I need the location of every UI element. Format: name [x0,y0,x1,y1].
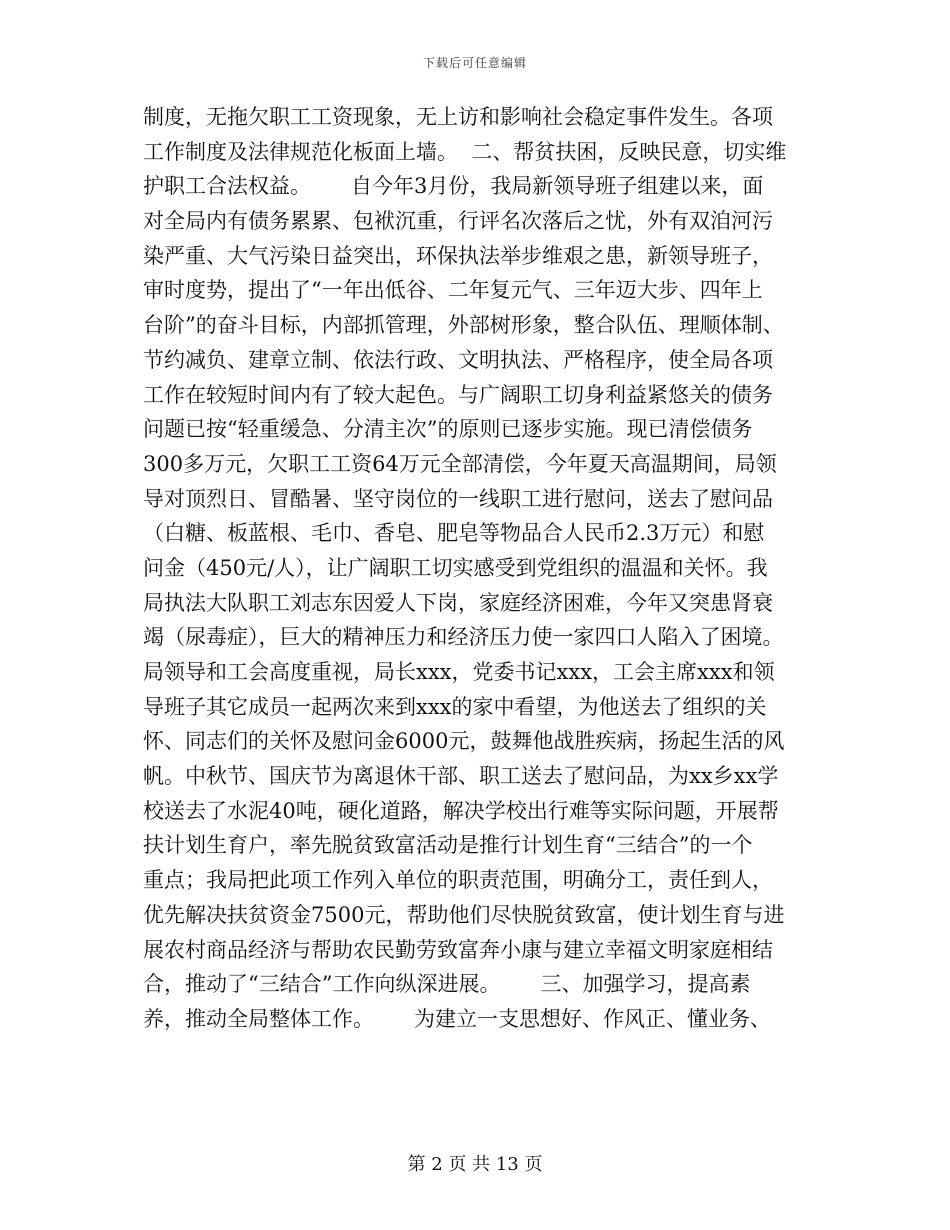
text-line: 优先解决扶贫资金7500元，帮助他们尽快脱贫致富，使计划生育与进 [143,902,785,927]
text-line: 校送去了水泥40吨，硬化道路，解决学校出行难等实际问题，开展帮 [143,798,779,823]
page-header: 下载后可任意编辑 [422,56,527,70]
text-line: 养，推动全局整体工作。 为建立一支思想好、作风正、懂业务、 [143,1006,772,1031]
text-line: 工作制度及法律规范化板面上墙。 二、帮贫扶困，反映民意，切实维 [143,139,787,164]
text-line: 对全局内有债务累累、包袱沉重，行评名次落后之忧，外有双洎河污 [143,209,773,234]
text-line: 问金（450元/人），让广阔职工切实感受到党组织的温温和关怀。我 [143,555,768,580]
text-line: 护职工合法权益。 自今年3月份，我局新领导班子组建以来，面 [143,174,764,199]
text-line: 审时度势，提出了“一年出低谷、二年复元气、三年迈大步、四年上 [143,278,763,303]
text-line: （白糖、板蓝根、毛巾、香皂、肥皂等物品合人民币2.3万元）和慰 [143,521,765,546]
text-line: 重点；我局把此项工作列入单位的职责范围，明确分工，责任到人， [143,868,773,893]
text-line: 染严重、大气污染日益突出，环保执法举步维艰之患，新领导班子， [143,243,773,268]
text-line: 制度，无拖欠职工工资现象，无上访和影响社会稳定事件发生。各项 [143,105,773,129]
text-line: 问题已按“轻重缓急、分清主次”的原则已逐步实施。现已清偿债务 [143,417,753,442]
page-footer: 第 2 页 共 13 页 [407,1154,543,1175]
text-line: 工作在较短时间内有了较大起色。与广阔职工切身利益紧悠关的债务 [143,382,773,407]
text-line: 合，推动了“三结合”工作向纵深进展。 三、加强学习，提高素 [143,972,751,997]
text-line: 扶计划生育户，率先脱贫致富活动是推行计划生育“三结合”的一个 [143,833,753,858]
text-line: 帆。中秋节、国庆节为离退休干部、职工送去了慰问品，为xx乡xx学 [143,764,779,789]
text-line: 300多万元，欠职工工资64万元全部清偿，今年夏天高温期间，局领 [143,451,777,476]
text-line: 导对顶烈日、冒酷暑、坚守岗位的一线职工进行慰问，送去了慰问品 [143,486,773,511]
text-line: 导班子其它成员一起两次来到xxx的家中看望，为他送去了组织的关 [143,694,767,719]
text-line: 竭（尿毒症），巨大的精神压力和经济压力使一家四口人陷入了困境。 [143,625,784,650]
text-line: 局执法大队职工刘志东因爱人下岗，家庭经济困难，今年又突患肾衰 [143,590,773,615]
text-line: 台阶”的奋斗目标，内部抓管理，外部树形象，整合队伍、理顺体制、 [143,313,784,338]
text-line: 展农村商品经济与帮助农民勤劳致富奔小康与建立幸福文明家庭相结 [143,937,773,962]
text-line: 节约减负、建章立制、依法行政、文明执法、严格程序，使全局各项 [143,347,773,372]
body-text [143,100,823,1037]
text-line: 局领导和工会高度重视，局长xxx，党委书记xxx，工会主席xxx和领 [143,660,775,684]
text-line: 怀、同志们的关怀及慰问金6000元，鼓舞他战胜疾病，扬起生活的风 [143,729,785,754]
